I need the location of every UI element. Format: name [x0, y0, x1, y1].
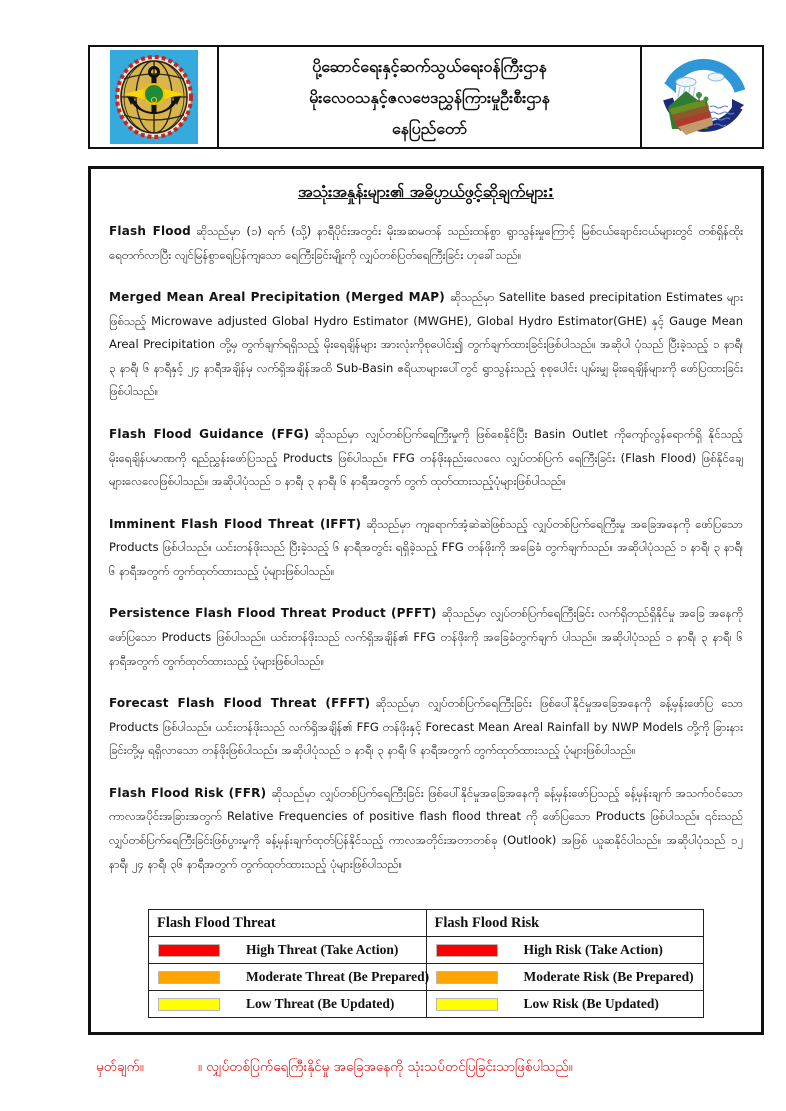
definition-text: ဆိုသည်မှာ (၁) ရက် (သို့) နာရီပိုင်းအတွင်း မိုးအဆမတန် သည်းထန်စွာ ရွာသွန်းမှုကြောင့် မြစ်ငယ်ချောင်းငယ်များတွင် တစ်ရှိန်ထိုးရေတက်လာပြီး လျင်မြန်စွာရေပြန်ကျသော ရေကြီးခြင်းမျိုးကို လျှပ်တစ်ပြတ်ရေကြီးခြင်း ဟုခေါ်သည်။	[109, 224, 743, 262]
moderate-risk-color-swatch	[436, 971, 498, 984]
hydrological-cycle-icon	[652, 49, 752, 145]
moderate-risk-label: Moderate Risk (Be Prepared)	[523, 969, 694, 984]
definitions-list	[109, 219, 743, 905]
definition-text: ဆိုသည်မှာ Satellite based precipitation Estimates များဖြစ်သည့် Microwave adjusted Global Hydro Estimator (MWGHE), Global Hydro Estimator(GHE) နှင့် Gauge Mean Areal Precipitation တို့မှ တွက်ချက်ရရှိသည့် မိုးရေချိန်များ အားလုံးကိုစုပေါင်း၍ တွက်ချက်ထားခြင်းဖြစ်ပါသည်။ အဆိုပါ ပုံသည် ပြီးခဲ့သည့် ၁ နာရီ၊ ၃ နာရီ၊ ၆ နာရီနှင့် ၂၄ နာရီအချိန်မှ လက်ရှိအချိန်အထိ Sub-Basin ဧရိယာများပေါ်တွင် ရွာသွန်းသည့် စုစုပေါင်း ပျမ်းမျှ မိုးရေချိန်များကို ဖော်ပြထားခြင်းဖြစ်ပါသည်။	[109, 290, 743, 399]
moderate-threat-color-swatch	[158, 971, 220, 984]
ministry-emblem-icon	[114, 54, 194, 140]
header-title-block	[219, 47, 640, 147]
header-left-logo-cell	[90, 47, 219, 147]
definition-text: ဆိုသည်မှာ လျှပ်တစ်ပြက်ရေကြီးခြင်း ဖြစ်ပေါ်နိုင်မှုအခြေအနေကို ခန့်မှန်းဖော်ပြသည့် ခန့်မှန်းချက် အသက်ဝင်သော ကာလအပိုင်းအခြားအတွက် Relative Frequencies of positive flash flood threat ကို ဖော်ပြသော Products ဖြစ်ပါသည်။ ၎င်းသည် လျှပ်တစ်ပြက်ရေကြီးခြင်းဖြစ်ပွားမှုကို ခန့်မှန်းချက်ထုတ်ပြန်နိုင်သည့် ကာလအတိုင်းအတာတစ်ခု (Outlook) အဖြစ် ယူဆနိုင်ပါသည်။ အဆိုပါပုံသည် ၁၂ နာရီ၊ ၂၄ နာရီ၊ ၃၆ နာရီအတွက် တွက်ထုတ်ထားသည့် ပုံများဖြစ်ပါသည်။	[109, 785, 743, 871]
term-pfft: Persistence Flash Flood Threat Product (PFFT)	[109, 606, 437, 621]
low-threat-color-swatch	[158, 998, 220, 1011]
high-risk-label: High Risk (Take Action)	[523, 942, 663, 957]
moderate-threat-label: Moderate Threat (Be Prepared)	[246, 969, 430, 984]
column-header-threat: Flash Flood Threat	[149, 910, 427, 937]
high-threat-label: High Threat (Take Action)	[246, 942, 399, 957]
definition-text: ဆိုသည်မှာ လျှပ်တစ်ပြက်ရေကြီးခြင်း လက်ရှိတည်ရှိနိုင်မှု အခြေ အနေကို ဖော်ပြသော Products ဖြစ်ပါသည်။ ယင်းတန်ဖိုးသည် လက်ရှိအချိန်၏ FFG တန်ဖိုးကို အခြေခံတွက်ချက် ပါသည်။ အဆိုပါပုံသည် ၁ နာရီ၊ ၃ နာရီ၊ ၆ နာရီအတွက် တွက်ထုတ်ထားသည့် ပုံများဖြစ်ပါသည်။	[109, 606, 743, 668]
column-header-risk: Flash Flood Risk	[426, 910, 704, 937]
city-name: နေပြည်တော်	[391, 118, 468, 138]
remark-note	[96, 1057, 756, 1077]
department-name: မိုးလေဝသနှင့်ဇလဗေဒညွှန်ကြားမှုဦးစီးဌာန	[309, 87, 550, 107]
low-threat-label: Low Threat (Be Updated)	[246, 996, 395, 1011]
paragraph-flash-flood	[109, 219, 743, 267]
term-ffg: Flash Flood Guidance (FFG)	[109, 427, 310, 441]
page-title: အသုံးအနှုန်းများ၏ အဓိပ္ပာယ်ဖွင့်ဆိုချက်များ:	[298, 182, 554, 201]
high-risk-color-swatch	[436, 944, 498, 957]
paragraph-pfft	[109, 601, 743, 673]
threat-risk-legend-table	[148, 909, 704, 1018]
paragraph-merged-map	[109, 285, 743, 404]
definitions-box	[88, 166, 764, 1035]
paragraph-ffft	[109, 691, 743, 763]
definition-text: ဆိုသည်မှာ လျှပ်တစ်ပြက်ရေကြီးခြင်း ဖြစ်ပေါ်နိုင်မှုအခြေအနေကို ခန့်မှန်းဖော်ပြ သော Products ဖြစ်ပါသည်။ ယင်းတန်ဖိုးသည် လက်ရှိအချိန်၏ FFG တန်ဖိုးနှင့် Forecast Mean Areal Rainfall by NWP Models တို့ကို ခြားနားခြင်းတို့မှ ရရှိလာသော တန်ဖိုးဖြစ်ပါသည်။ အဆိုပါပုံသည် ၁ နာရီ၊ ၃ နာရီ၊ ၆ နာရီအတွက် တွက်ထုတ်ထားသည့် ပုံများဖြစ်ပါသည်။	[109, 696, 743, 758]
term-ifft: Imminent Flash Flood Threat (IFFT)	[109, 516, 362, 531]
ministry-logo	[110, 50, 198, 144]
paragraph-ffr	[109, 781, 743, 876]
term-flash-flood: Flash Flood	[109, 224, 191, 238]
low-risk-label: Low Risk (Be Updated)	[523, 996, 659, 1011]
remark-text: ။ လျှပ်တစ်ပြက်ရေကြီးနိုင်မှု အခြေအနေကို သုံးသပ်တင်ပြခြင်းသာဖြစ်ပါသည်။	[197, 1059, 573, 1075]
term-merged-map: Merged Mean Areal Precipitation (Merged MAP)	[109, 290, 445, 305]
definition-text: ဆိုသည်မှာ ကျရောက်အံ့ဆဲဆဲဖြစ်သည့် လျှပ်တစ်ပြက်ရေကြီးမှု အခြေအနေကို ဖော်ပြသော Products ဖြစ်ပါသည်။ ယင်းတန်ဖိုးသည် ပြီးခဲ့သည့် ၆ နာရီအတွင်း ရရှိခဲ့သည့် FFG တန်ဖိုးကို အခြေခံ တွက်ချက်သည်။ အဆိုပါပုံသည် ၁ နာရီ၊ ၃ နာရီ၊ ၆ နာရီအတွက် တွက်ထုတ်ထားသည့် ပုံများဖြစ်ပါသည်။	[109, 516, 743, 578]
remark-label: မှတ်ချက်။	[96, 1059, 144, 1075]
legend-row-low	[149, 991, 704, 1018]
low-risk-color-swatch	[436, 998, 498, 1011]
term-ffft: Forecast Flash Flood Threat (FFFT)	[109, 696, 371, 711]
header-right-logo-cell	[640, 47, 762, 147]
legend-row-moderate	[149, 964, 704, 991]
paragraph-ffg	[109, 422, 743, 494]
ministry-name: ပို့ဆောင်ရေးနှင့်ဆက်သွယ်ရေးဝန်ကြီးဌာန	[312, 56, 547, 76]
paragraph-ifft	[109, 512, 743, 584]
legend-row-high	[149, 937, 704, 964]
header-banner	[88, 45, 764, 149]
definition-text: ဆိုသည်မှာ လျှပ်တစ်ပြက်ရေကြီးမှုကို ဖြစ်စေနိုင်ပြီး Basin Outlet ကိုကျော်လွန်ရောက်ရှိ နိုင်သည့် မိုးရေချိန်ပမာဏကို ရည်ညွှန်းဖော်ပြသည့် Products ဖြစ်ပါသည်။ FFG တန်ဖိုးနည်းလေလေ လျှပ်တစ်ပြက် ရေကြီးခြင်း (Flash Flood) ဖြစ်နိုင်ချေ များလေလေဖြစ်ပါသည်။ အဆိုပါပုံသည် ၁ နာရီ၊ ၃ နာရီ၊ ၆ နာရီအတွက် တွက် ထုတ်ထားသည့်ပုံများဖြစ်ပါသည်။	[109, 427, 743, 489]
term-ffr: Flash Flood Risk (FFR)	[109, 785, 267, 800]
legend-header-row	[149, 910, 704, 937]
high-threat-color-swatch	[158, 944, 220, 957]
